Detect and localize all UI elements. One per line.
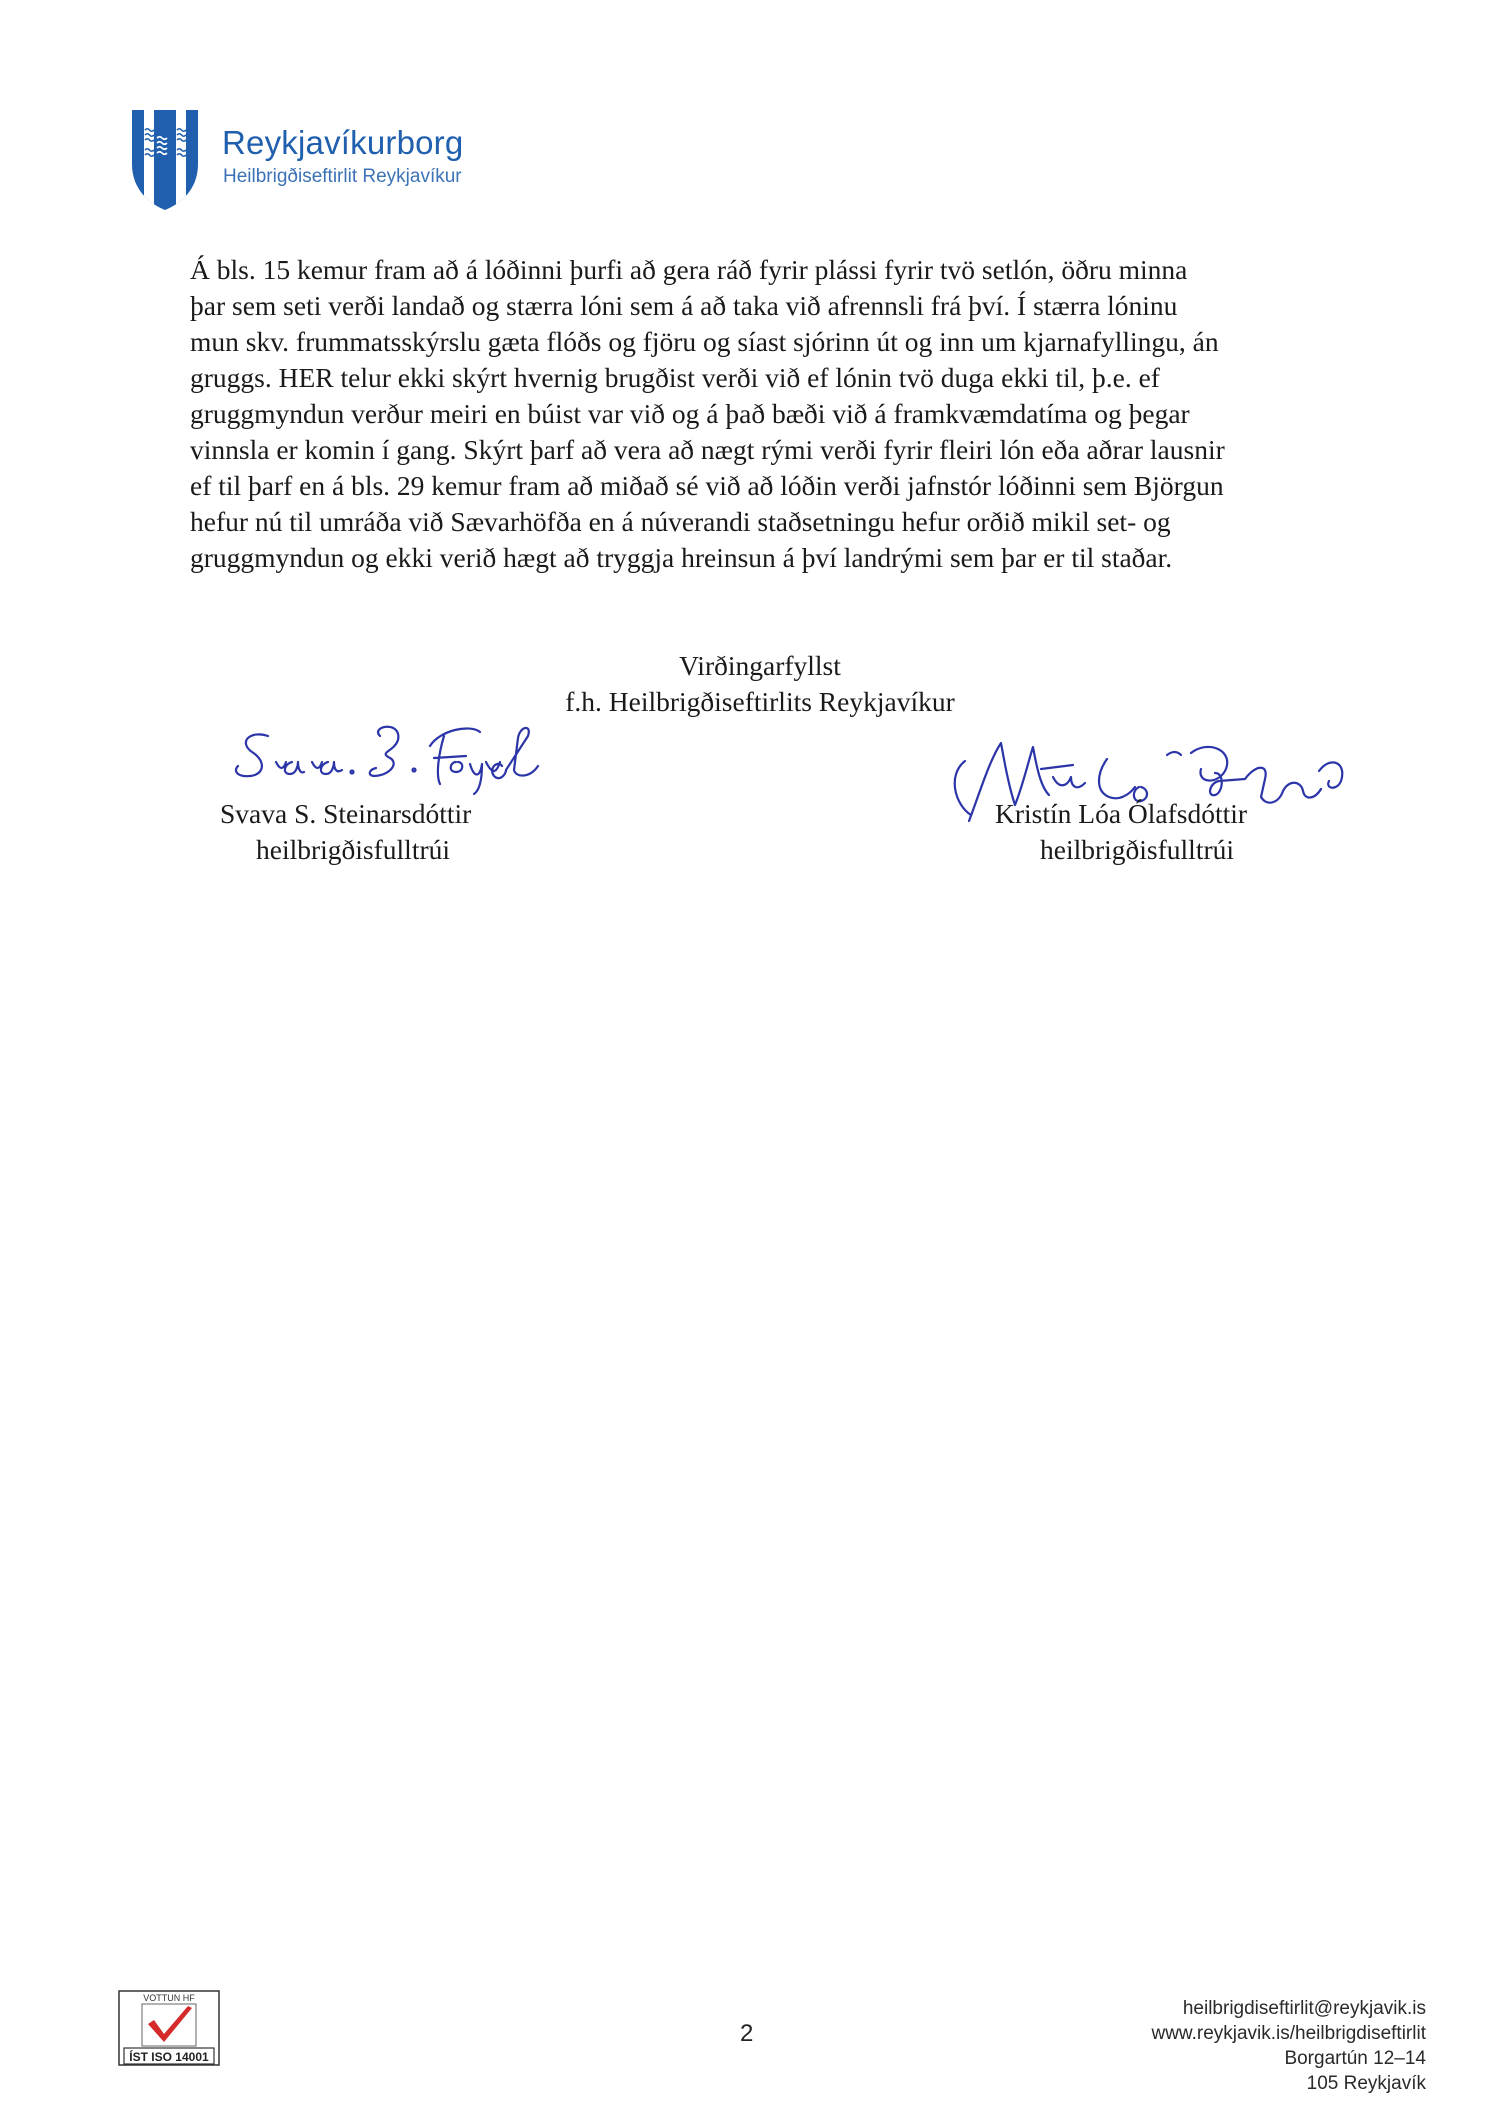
body-paragraph: [190, 252, 1315, 576]
contact-city: 105 Reykjavík: [1306, 2073, 1426, 2094]
signer-1: [220, 796, 560, 868]
body-line: gruggmyndun verður meiri en búist var við og á það bæði við á framkvæmdatíma og þegar: [190, 398, 1190, 429]
body-line: gruggs. HER telur ekki skýrt hvernig brugðist verði við ef lónin tvö duga ekki til, þ.e. ef: [190, 362, 1160, 393]
body-line: þar sem seti verði landað og stærra lóni sem á að taka við afrennsli frá því. Í stærra lóninu: [190, 290, 1178, 321]
iso-top-label: VOTTUN HF: [143, 1993, 195, 2003]
body-line: gruggmyndun og ekki verið hægt að tryggja hreinsun á því landrými sem þar er til staðar.: [190, 542, 1173, 573]
contact-email: heilbrigdiseftirlit@reykjavik.is: [1182, 1998, 1426, 2019]
iso-14001-certification-badge: [118, 1990, 220, 2066]
salutation: Virðingarfyllst: [679, 650, 841, 681]
page-number: 2: [740, 2020, 754, 2047]
signer-name: Svava S. Steinarsdóttir: [220, 798, 472, 829]
body-line: vinnsla er komin í gang. Skýrt þarf að vera að nægt rými verði fyrir fleiri lón eða aðrar lausnir: [190, 434, 1225, 465]
iso-bottom-label: ÍST ISO 14001: [129, 2050, 209, 2064]
department-name: Heilbrigðiseftirlit Reykjavíkur: [223, 166, 462, 187]
signer-2: [980, 796, 1310, 868]
reykjavik-shield-icon: [130, 108, 200, 212]
body-line: mun skv. frummatsskýrslu gæta flóðs og fjöru og síast sjórinn út og inn um kjarnafyllingu, án: [190, 326, 1219, 357]
contact-block: [1151, 1996, 1426, 2096]
body-line: hefur nú til umráða við Sævarhöfða en á núverandi staðsetningu hefur orðið mikil set- og: [190, 506, 1171, 537]
signer-role: heilbrigðisfulltrúi: [1040, 834, 1235, 865]
signature-svava: [230, 706, 660, 806]
on-behalf-line: f.h. Heilbrigðiseftirlits Reykjavíkur: [565, 686, 955, 717]
signer-role: heilbrigðisfulltrúi: [256, 834, 451, 865]
organization-name: Reykjavíkurborg: [222, 124, 464, 161]
contact-website: www.reykjavik.is/heilbrigdiseftirlit: [1151, 2023, 1426, 2044]
signer-name: Kristín Lóa Ólafsdóttir: [995, 798, 1248, 829]
contact-street: Borgartún 12–14: [1284, 2048, 1426, 2069]
body-line: Á bls. 15 kemur fram að á lóðinni þurfi að gera ráð fyrir plássi fyrir tvö setlón, öðru minna: [190, 254, 1188, 285]
body-line: ef til þarf en á bls. 29 kemur fram að miðað sé við að lóðin verði jafnstór lóðinni sem Björgun: [190, 470, 1224, 501]
